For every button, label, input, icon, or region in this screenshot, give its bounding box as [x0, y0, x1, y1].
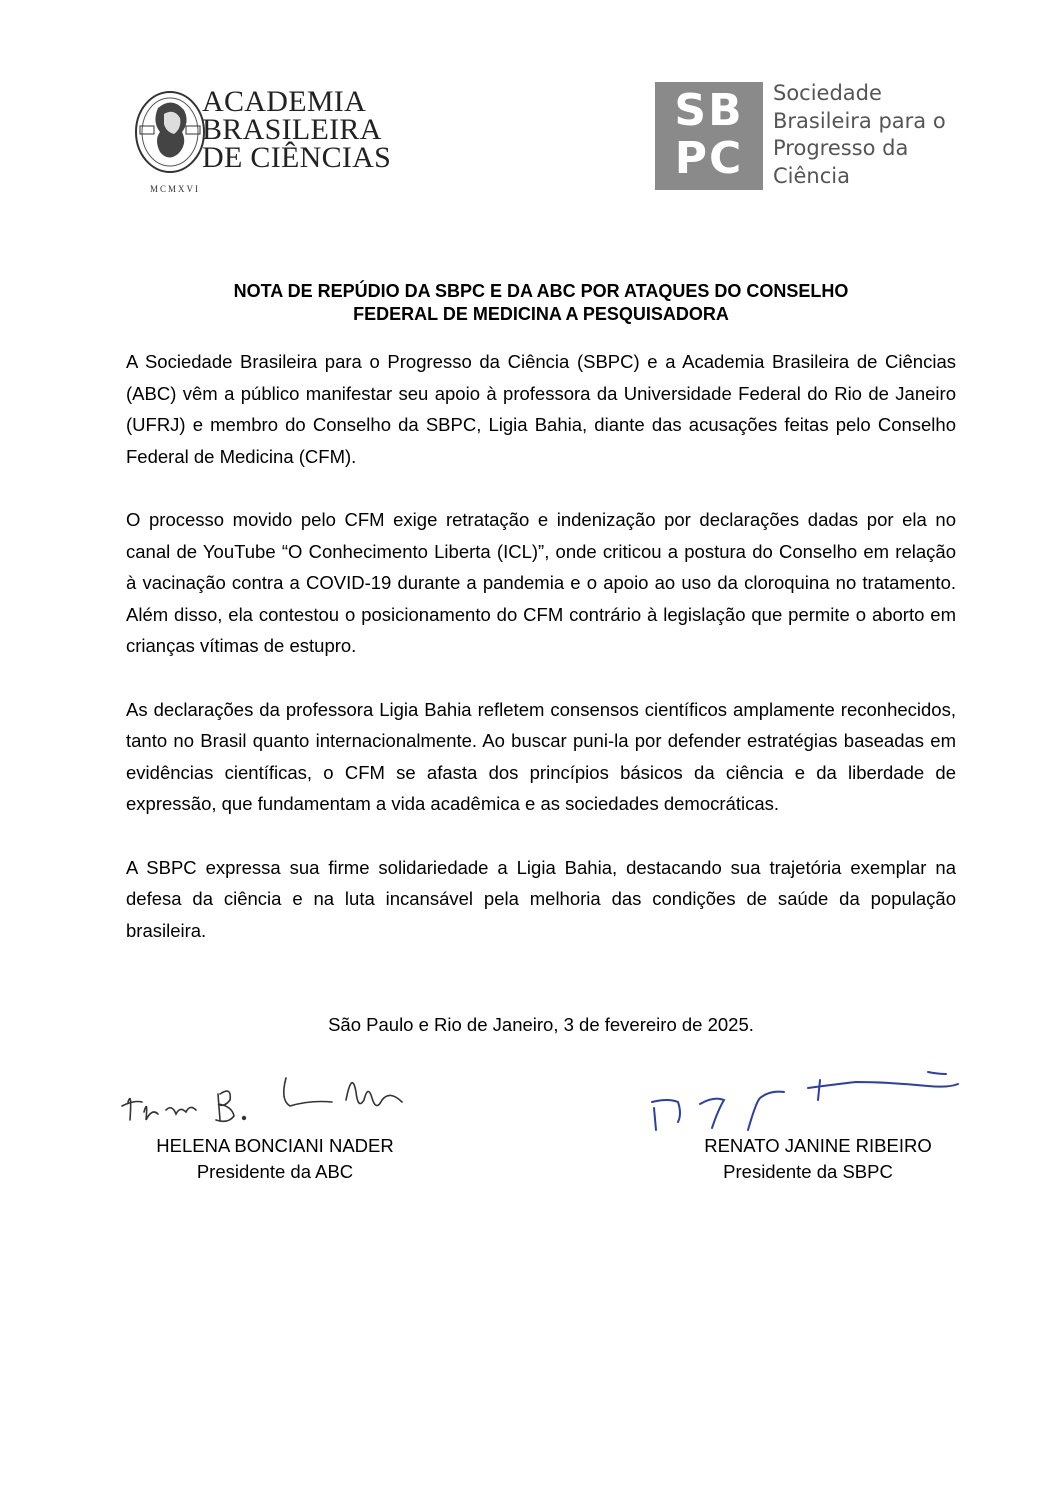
- sbpc-wordmark: Sociedade Brasileira para o Progresso da Ciência: [773, 81, 946, 188]
- document-title: [126, 280, 956, 326]
- signature-helena-icon: [120, 1060, 420, 1140]
- paragraph: As declarações da professora Ligia Bahia refletem consensos científicos amplamente reconhecidos, tanto no Brasil quanto internacionalmente. Ao buscar puni-la por defender estratégias baseadas em evidências científicas, o CFM se afasta dos princípios básicos da ciência e da liberdade de expressão, que fundamentam a vida acadêmica e as sociedades democráticas.: [126, 698, 956, 814]
- sbpc-logo: [655, 82, 975, 192]
- sbpc-logo-box: SB PC: [655, 82, 763, 190]
- date-line: São Paulo e Rio de Janeiro, 3 de fevereiro de 2025.: [328, 1014, 754, 1035]
- signature-renato-icon: [648, 1070, 968, 1140]
- paragraph: O processo movido pelo CFM exige retratação e indenização por declarações dadas por ela no canal de YouTube “O Conhecimento Liberta (ICL)”, onde criticou a postura do Conselho em relação à vacinação contra a COVID-19 durante a pandemia e o apoio ao uso da cloroquina no tratamento. Além disso, ela contestou o posicionamento do CFM contrário à legislação que permite o aborto em crianças vítimas de estupro.: [126, 509, 956, 656]
- title-line-1: NOTA DE REPÚDIO DA SBPC E DA ABC POR ATAQUES DO CONSELHO: [233, 281, 849, 301]
- signer-right-role: Presidente da SBPC: [723, 1161, 893, 1182]
- paragraph: A Sociedade Brasileira para o Progresso da Ciência (SBPC) e a Academia Brasileira de Ciências (ABC) vêm a público manifestar seu apoio à professora da Universidade Federal do Rio de Janeiro (UFRJ) e membro do Conselho da SBPC, Ligia Bahia, diante das acusações feitas pelo Conselho Federal de Medicina (CFM).: [126, 351, 956, 467]
- document-body: [126, 346, 956, 978]
- title-line-2: FEDERAL DE MEDICINA A PESQUISADORA: [353, 304, 729, 324]
- paragraph: A SBPC expressa sua firme solidariedade a Ligia Bahia, destacando sua trajetória exemplar na defesa da ciência e na luta incansável pela melhoria das condições de saúde da população brasileira.: [126, 856, 956, 941]
- abc-founding-year: MCMXVI: [150, 184, 201, 194]
- abc-wordmark: ACADEMIA BRASILEIRA DE CIÊNCIAS: [202, 85, 392, 174]
- abc-logo: [132, 85, 422, 200]
- abc-seal-icon: [132, 88, 208, 180]
- signer-right-name: RENATO JANINE RIBEIRO: [704, 1135, 932, 1156]
- signer-left-name: HELENA BONCIANI NADER: [156, 1135, 394, 1156]
- signer-left-role: Presidente da ABC: [196, 1161, 354, 1182]
